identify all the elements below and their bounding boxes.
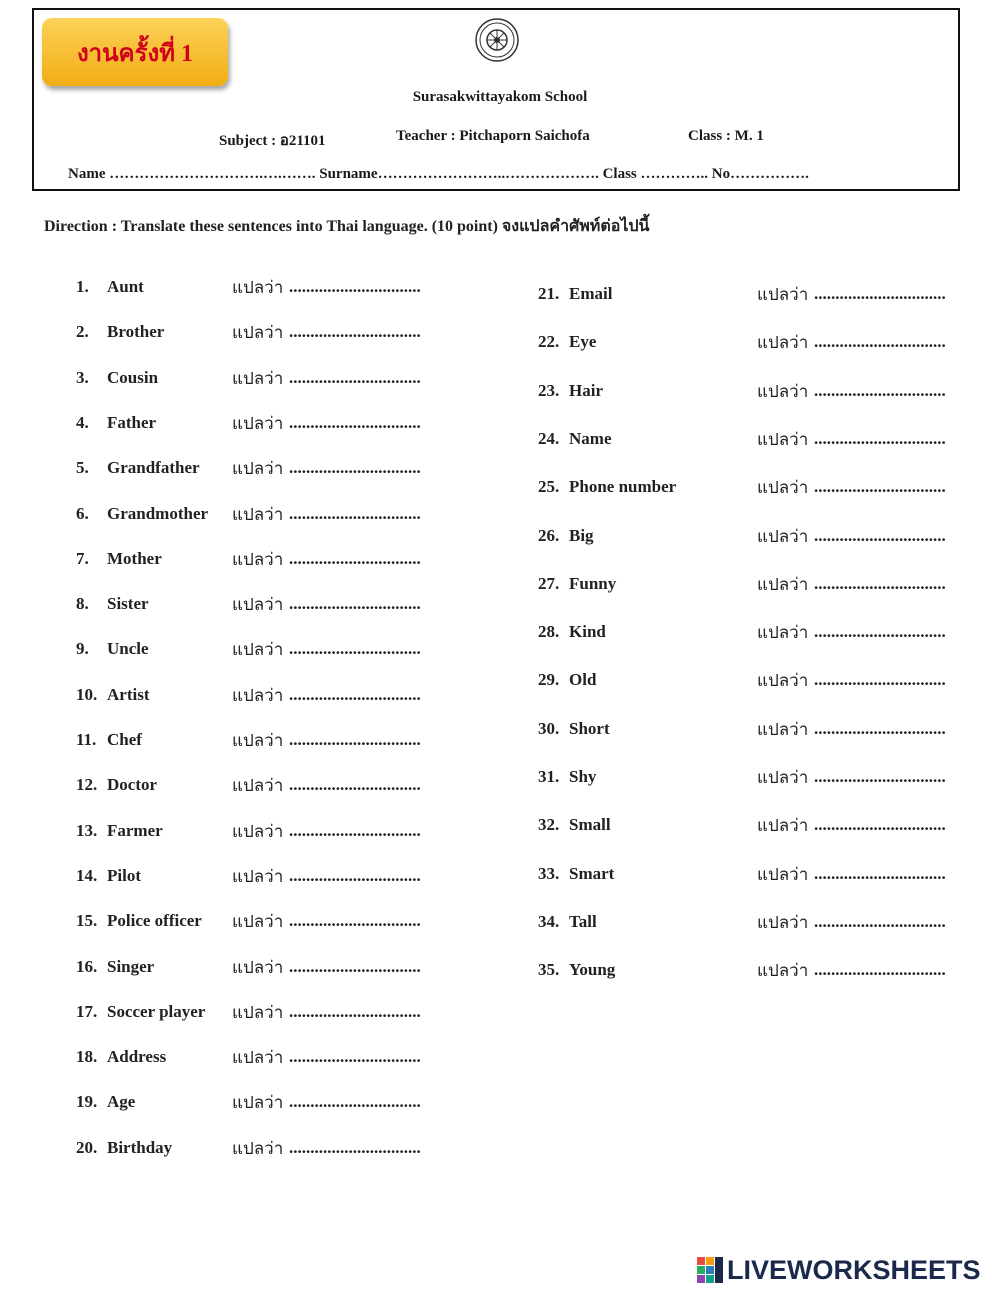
item-number: 5. xyxy=(76,458,89,478)
translate-label: แปลว่า xyxy=(757,381,809,402)
translate-label: แปลว่า xyxy=(232,1002,284,1023)
translate-label: แปลว่า xyxy=(757,719,809,740)
item-word: Artist xyxy=(107,684,150,704)
answer-blank[interactable]: ............................... xyxy=(289,594,421,614)
answer-blank[interactable]: ............................... xyxy=(814,960,946,980)
answer-blank[interactable]: ............................... xyxy=(814,767,946,786)
translate-label: แปลว่า xyxy=(232,504,284,525)
item-word: Pilot xyxy=(107,865,141,885)
item-word: Farmer xyxy=(107,820,163,840)
student-info-line: Name ………………………….….……. Surname……………………..………………. Class ………….. No……………. xyxy=(68,166,809,182)
item-number: 10. xyxy=(76,684,98,704)
answer-blank[interactable]: ............................... xyxy=(289,458,421,478)
item-number: 27. xyxy=(538,573,560,593)
item-word: Tall xyxy=(569,911,597,931)
item-number: 21. xyxy=(538,284,560,303)
item-number: 8. xyxy=(76,594,89,614)
translate-label: แปลว่า xyxy=(757,768,809,788)
translate-label: แปลว่า xyxy=(757,816,809,837)
translate-label: แปลว่า xyxy=(232,1048,284,1069)
item-number: 9. xyxy=(76,639,89,659)
item-word: Grandfather xyxy=(107,458,200,478)
item-word: Brother xyxy=(107,322,165,342)
item-word: Soccer player xyxy=(107,1001,206,1021)
direction-text: Direction : Translate these sentences into Thai language. (10 point) จงแปลคำศัพท์ต่อไปนี้ xyxy=(44,218,650,235)
item-number: 31. xyxy=(538,767,560,786)
item-word: Eye xyxy=(569,332,597,352)
item-number: 33. xyxy=(538,863,560,883)
item-number: 20. xyxy=(76,1137,98,1157)
translate-label: แปลว่า xyxy=(232,821,284,842)
item-number: 23. xyxy=(538,380,560,400)
school-seal-icon xyxy=(474,17,520,63)
translate-label: แปลว่า xyxy=(232,549,284,570)
item-word: Police officer xyxy=(107,911,202,931)
item-number: 19. xyxy=(76,1092,98,1112)
item-word: Shy xyxy=(569,767,597,786)
answer-blank[interactable]: ............................... xyxy=(289,412,421,432)
item-number: 15. xyxy=(76,911,98,931)
item-number: 17. xyxy=(76,1001,98,1021)
answer-blank[interactable]: ............................... xyxy=(289,548,421,568)
item-number: 14. xyxy=(76,865,98,885)
answer-blank[interactable]: ............................... xyxy=(289,322,421,342)
item-number: 25. xyxy=(538,477,560,497)
translate-label: แปลว่า xyxy=(757,333,809,354)
answer-blank[interactable]: ............................... xyxy=(289,775,421,795)
translate-label: แปลว่า xyxy=(232,731,284,751)
item-word: Uncle xyxy=(107,639,149,659)
item-word: Singer xyxy=(107,956,155,976)
answer-blank[interactable]: ............................... xyxy=(814,911,946,931)
item-number: 32. xyxy=(538,815,560,835)
item-number: 16. xyxy=(76,956,98,976)
item-word: Cousin xyxy=(107,367,159,387)
item-word: Old xyxy=(569,670,597,690)
translate-label: แปลว่า xyxy=(232,1138,284,1159)
item-word: Birthday xyxy=(107,1137,173,1157)
answer-blank[interactable]: ............................... xyxy=(814,380,946,400)
item-word: Kind xyxy=(569,622,606,642)
item-number: 2. xyxy=(76,322,89,342)
translate-label: แปลว่า xyxy=(757,864,809,885)
item-number: 28. xyxy=(538,622,560,642)
item-word: Chef xyxy=(107,730,142,749)
translate-label: แปลว่า xyxy=(232,323,284,344)
item-word: Young xyxy=(569,960,616,980)
item-word: Address xyxy=(107,1047,167,1067)
answer-blank[interactable]: ............................... xyxy=(289,1001,421,1021)
answer-blank[interactable]: ............................... xyxy=(289,684,421,704)
translate-label: แปลว่า xyxy=(757,478,809,499)
assignment-badge: งานครั้งที่ 1 xyxy=(42,18,228,86)
answer-blank[interactable]: ............................... xyxy=(289,1092,421,1112)
answer-blank[interactable]: ............................... xyxy=(814,284,946,303)
item-word: Email xyxy=(569,284,613,303)
item-word: Grandmother xyxy=(107,503,209,523)
answer-blank[interactable]: ............................... xyxy=(814,863,946,883)
translate-label: แปลว่า xyxy=(232,685,284,706)
answer-blank[interactable]: ............................... xyxy=(814,718,946,738)
translate-label: แปลว่า xyxy=(232,459,284,480)
translate-label: แปลว่า xyxy=(757,574,809,595)
answer-blank[interactable]: ............................... xyxy=(289,956,421,976)
item-number: 7. xyxy=(76,548,89,568)
item-word: Hair xyxy=(569,380,603,400)
answer-blank[interactable]: ............................... xyxy=(289,730,421,749)
item-number: 18. xyxy=(76,1047,98,1067)
translate-label: แปลว่า xyxy=(757,285,809,305)
item-word: Funny xyxy=(569,573,617,593)
translate-label: แปลว่า xyxy=(232,912,284,933)
answer-blank[interactable]: ............................... xyxy=(289,1047,421,1067)
translate-label: แปลว่า xyxy=(232,278,284,298)
item-number: 29. xyxy=(538,670,560,690)
school-name: Surasakwittayakom School xyxy=(412,89,588,105)
item-word: Sister xyxy=(107,594,149,614)
answer-blank[interactable]: ............................... xyxy=(814,670,946,690)
translate-label: แปลว่า xyxy=(757,671,809,692)
liveworksheets-logo-icon xyxy=(697,1257,723,1283)
answer-blank[interactable]: ............................... xyxy=(289,865,421,885)
answer-blank[interactable]: ............................... xyxy=(814,573,946,593)
answer-blank[interactable]: ............................... xyxy=(289,639,421,659)
answer-blank[interactable]: ............................... xyxy=(814,525,946,545)
item-word: Aunt xyxy=(107,277,144,296)
item-number: 11. xyxy=(76,730,97,749)
item-word: Big xyxy=(569,525,594,545)
item-number: 35. xyxy=(538,960,560,980)
answer-blank[interactable]: ............................... xyxy=(814,428,946,448)
answer-blank[interactable]: ............................... xyxy=(289,503,421,523)
item-word: Mother xyxy=(107,548,162,568)
item-word: Phone number xyxy=(569,477,677,497)
translate-label: แปลว่า xyxy=(232,776,284,797)
item-word: Father xyxy=(107,412,157,432)
item-number: 1. xyxy=(76,277,89,296)
liveworksheets-logo-text: LIVEWORKSHEETS xyxy=(727,1254,981,1285)
translate-label: แปลว่า xyxy=(757,429,809,450)
teacher-name: Teacher : Pitchaporn Saichofa xyxy=(396,128,590,144)
item-word: Smart xyxy=(569,863,615,883)
item-number: 3. xyxy=(76,367,89,387)
answer-blank[interactable]: ............................... xyxy=(814,332,946,352)
item-word: Doctor xyxy=(107,775,158,795)
translate-label: แปลว่า xyxy=(232,595,284,616)
item-number: 22. xyxy=(538,332,560,352)
item-number: 4. xyxy=(76,412,89,432)
translate-label: แปลว่า xyxy=(757,623,809,644)
answer-blank[interactable]: ............................... xyxy=(814,815,946,835)
translate-label: แปลว่า xyxy=(232,957,284,978)
item-number: 6. xyxy=(76,503,89,523)
answer-blank[interactable]: ............................... xyxy=(289,367,421,387)
translate-label: แปลว่า xyxy=(232,413,284,434)
item-word: Age xyxy=(107,1092,136,1112)
item-number: 34. xyxy=(538,911,560,931)
translate-label: แปลว่า xyxy=(232,640,284,661)
translate-label: แปลว่า xyxy=(757,961,809,982)
item-word: Name xyxy=(569,428,612,448)
answer-blank[interactable]: ............................... xyxy=(289,1137,421,1157)
item-word: Small xyxy=(569,815,611,835)
answer-blank[interactable]: ............................... xyxy=(289,820,421,840)
answer-blank[interactable]: ............................... xyxy=(814,477,946,497)
class-level: Class : M. 1 xyxy=(688,128,764,144)
item-number: 30. xyxy=(538,718,560,738)
item-number: 26. xyxy=(538,525,560,545)
translate-label: แปลว่า xyxy=(232,368,284,389)
answer-blank[interactable]: ............................... xyxy=(814,622,946,642)
subject-code: Subject : อ21101 xyxy=(219,133,326,149)
translate-label: แปลว่า xyxy=(232,1093,284,1114)
item-number: 13. xyxy=(76,820,98,840)
answer-blank[interactable]: ............................... xyxy=(289,277,421,296)
translate-label: แปลว่า xyxy=(757,526,809,547)
liveworksheets-logo xyxy=(697,1255,981,1285)
translate-label: แปลว่า xyxy=(232,866,284,887)
translate-label: แปลว่า xyxy=(757,912,809,933)
answer-blank[interactable]: ............................... xyxy=(289,911,421,931)
item-number: 24. xyxy=(538,428,560,448)
item-number: 12. xyxy=(76,775,98,795)
item-word: Short xyxy=(569,718,610,738)
